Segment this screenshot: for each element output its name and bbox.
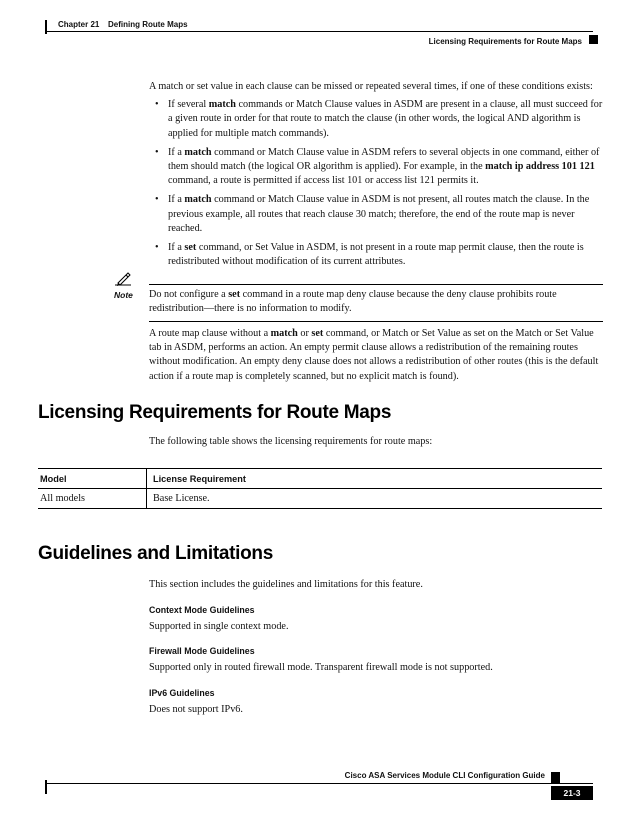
- footer-guide-title: Cisco ASA Services Module CLI Configuration Guide: [344, 771, 545, 780]
- header-square-marker: [589, 35, 598, 44]
- note-rule-bottom: [149, 321, 603, 322]
- context-mode-text: Supported in single context mode.: [149, 621, 289, 632]
- column-header-license: License Requirement: [153, 473, 246, 484]
- footer-margin-bar: [45, 780, 47, 794]
- table-row: [38, 489, 602, 509]
- context-mode-heading: Context Mode Guidelines: [149, 605, 255, 615]
- licensing-table: [38, 468, 602, 509]
- intro-paragraph: A match or set value in each clause can be missed or repeated several times, if one of these conditions exists:: [149, 81, 593, 92]
- note-text: Do not configure a set command in a route map deny clause because the deny clause prohibits route redistribution—there is no information to modify.: [149, 289, 557, 315]
- list-item: • If a match command or Match Clause value in ASDM is not present, all routes match the clause. In the previous example, all routes that reach clause 30 match; therefore, the end of the route map is never reached.: [149, 193, 603, 236]
- ipv6-text: Does not support IPv6.: [149, 704, 243, 715]
- footer-page-tab: [551, 772, 560, 783]
- header-rule: [45, 31, 593, 32]
- list-item: • If a set command, or Set Value in ASDM, is not present in a route map permit clause, then the route is redistributed without modification of its current attributes.: [149, 241, 603, 269]
- footer-rule: [45, 783, 593, 784]
- conditions-list: [149, 98, 603, 269]
- note-label: Note: [114, 290, 133, 300]
- table-cell-license: Base License.: [153, 493, 210, 504]
- guidelines-heading: Guidelines and Limitations: [38, 543, 274, 564]
- firewall-mode-text: Supported only in routed firewall mode. Transparent firewall mode is not supported.: [149, 662, 493, 673]
- ipv6-heading: IPv6 Guidelines: [149, 688, 215, 698]
- pencil-icon: [112, 270, 134, 288]
- table-cell-model: All models: [38, 489, 147, 509]
- page-number: 21-3: [551, 786, 593, 800]
- header-chapter-title: Defining Route Maps: [108, 20, 188, 29]
- header-section-title: Licensing Requirements for Route Maps: [428, 37, 582, 46]
- list-item: • If several match commands or Match Clause values in ASDM are present in a clause, all must succeed for a given route in order for that route to match the clause (in other words, the logical AND algorithm is applied for multiple match commands).: [149, 98, 603, 141]
- empty-clause-paragraph: A route map clause without a match or set command, or Match or Set Value as set on the Match or Set Value tab in ASDM, performs an action. An empty permit clause allows a redistribution of the remaining routes without modification. An empty deny clause does not allows a redistribution of other routes (this is the default action if a route map is completely scanned, but no explicit match is found).: [149, 328, 599, 382]
- list-item: • If a match command or Match Clause value in ASDM refers to several objects in one command, either of them should match (the logical OR algorithm is applied). For example, in the match ip address 101 121 command, a route is permitted if access list 101 or access list 121 permits it.: [149, 146, 603, 189]
- licensing-heading: Licensing Requirements for Route Maps: [38, 402, 392, 423]
- licensing-intro: The following table shows the licensing requirements for route maps:: [149, 436, 433, 447]
- note-rule-top: [149, 284, 603, 285]
- table-header-row: [38, 469, 602, 489]
- intro-block: [149, 80, 603, 269]
- column-header-model: Model: [38, 469, 147, 489]
- guidelines-intro: This section includes the guidelines and limitations for this feature.: [149, 579, 423, 590]
- firewall-mode-heading: Firewall Mode Guidelines: [149, 646, 255, 656]
- header-chapter: Chapter 21: [58, 20, 100, 29]
